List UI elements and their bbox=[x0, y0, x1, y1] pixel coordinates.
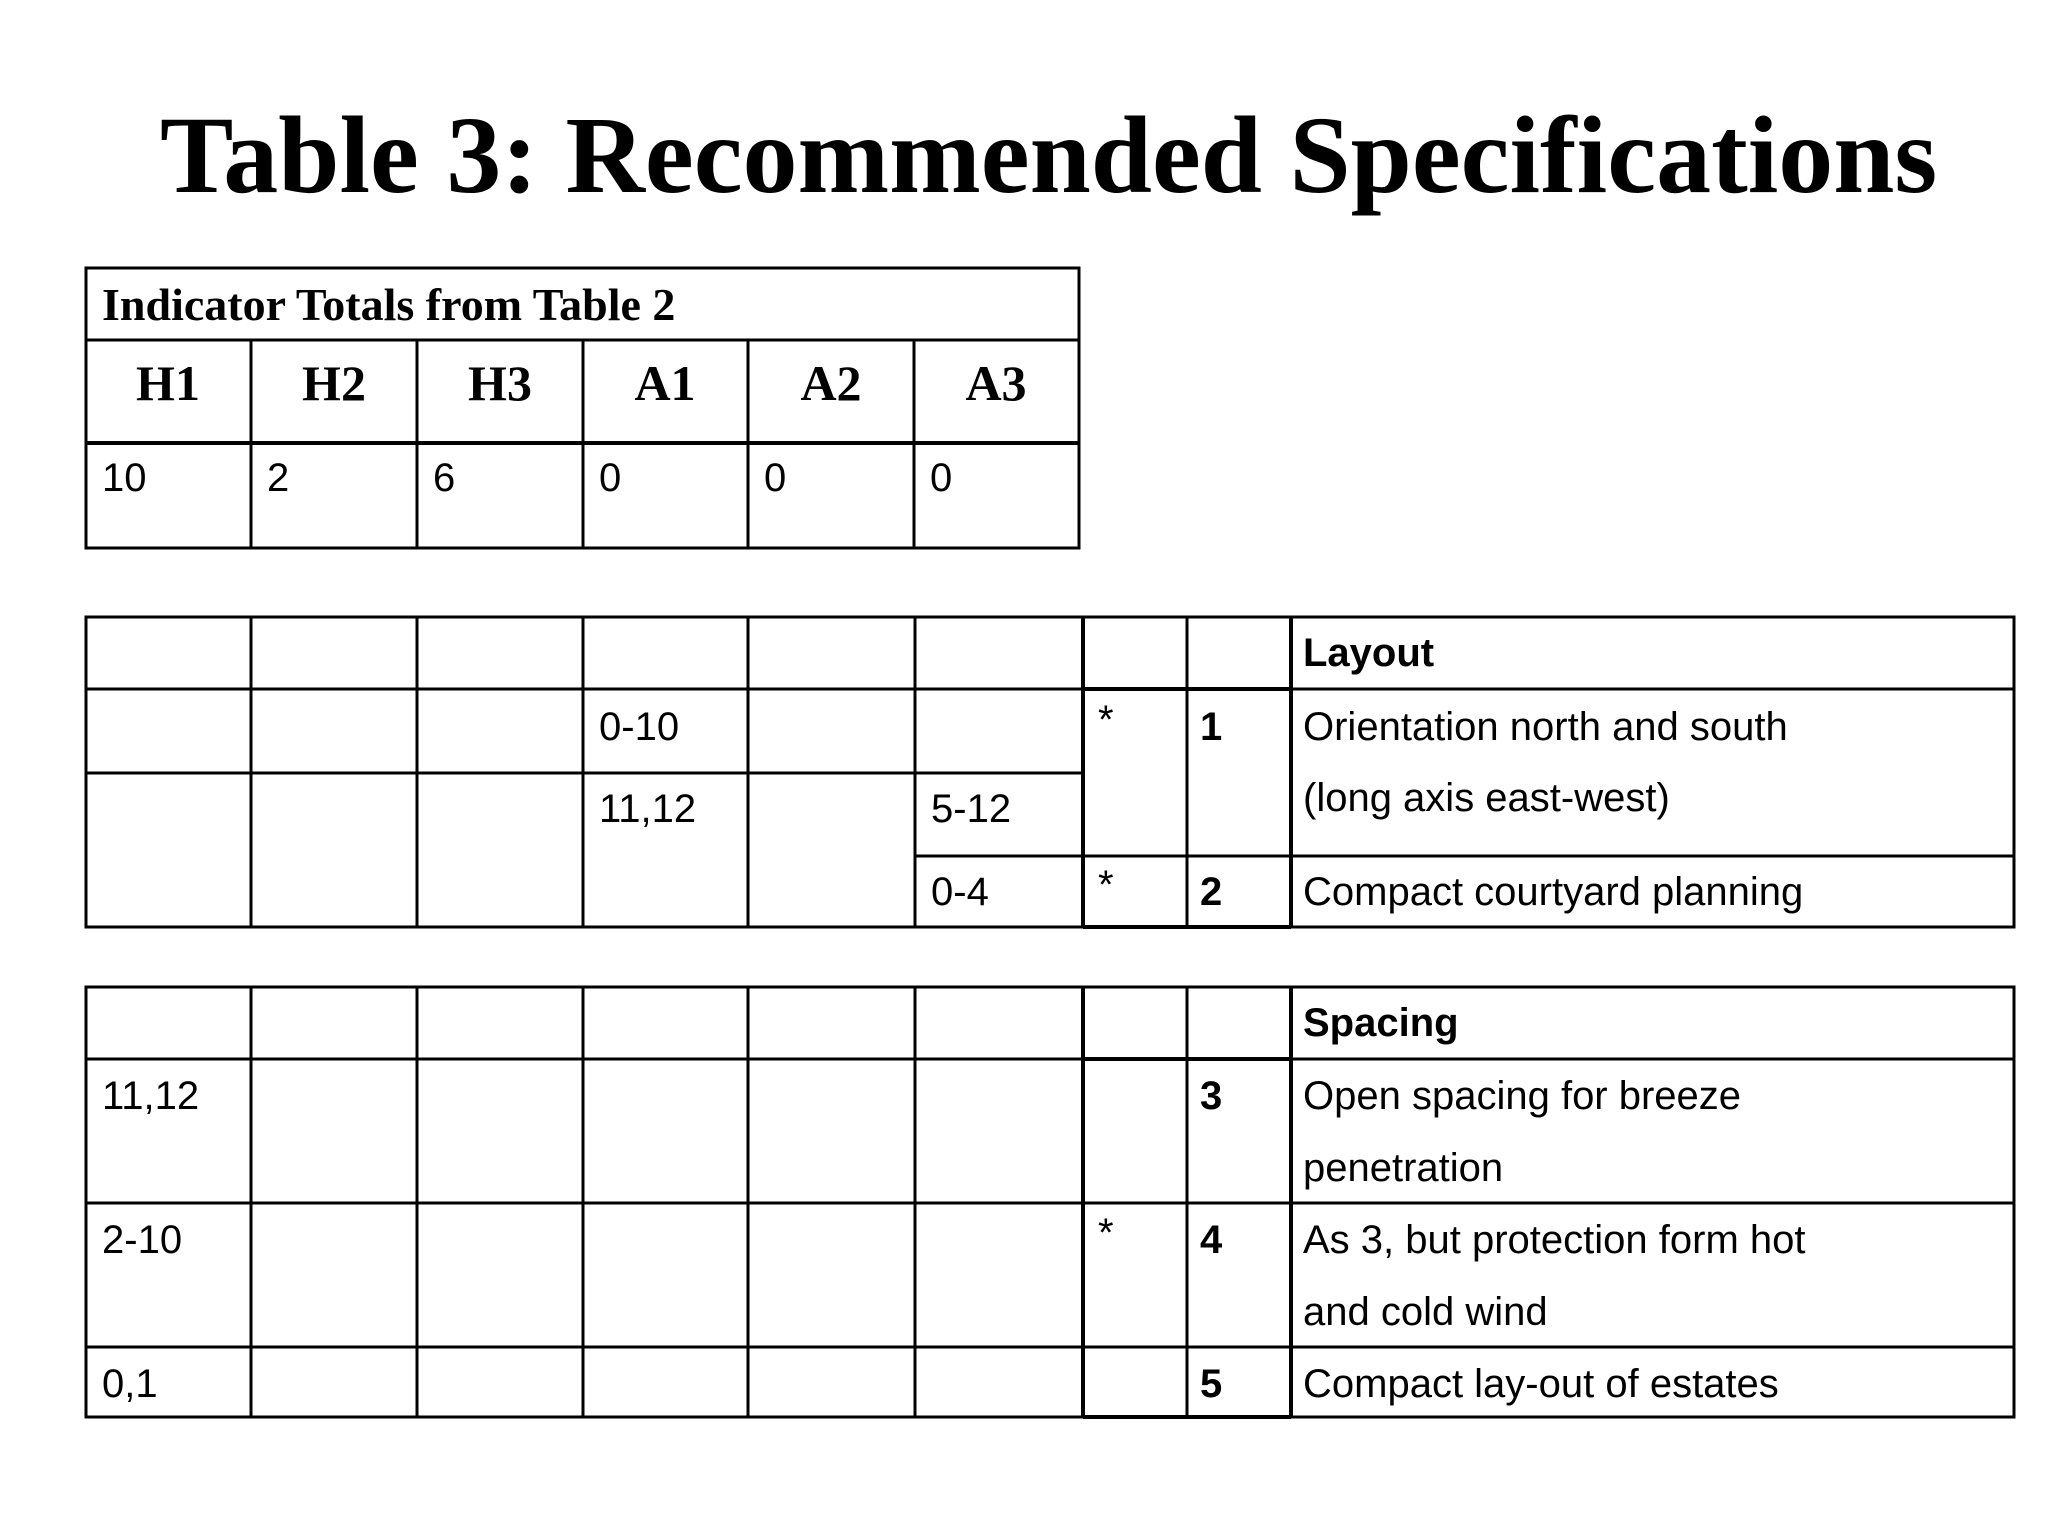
item4-text-line2: and cold wind bbox=[1303, 1290, 1548, 1334]
item4-text-line1: As 3, but protection form hot bbox=[1303, 1218, 1806, 1262]
header-h3: H3 bbox=[468, 355, 532, 411]
item2-number: 2 bbox=[1200, 870, 1223, 914]
item4-star: * bbox=[1098, 1211, 1114, 1255]
value-h2: 2 bbox=[267, 456, 290, 500]
value-h1: 10 bbox=[102, 456, 147, 500]
item5-h1-range: 0,1 bbox=[102, 1362, 158, 1406]
layout-a3-range-3: 0-4 bbox=[931, 870, 989, 914]
layout-a1-range-1: 0-10 bbox=[599, 705, 680, 749]
item2-star: * bbox=[1098, 863, 1114, 907]
item1-star: * bbox=[1098, 698, 1114, 742]
item3-h1-range: 11,12 bbox=[102, 1074, 200, 1118]
layout-heading: Layout bbox=[1303, 631, 1435, 675]
header-a3: A3 bbox=[965, 355, 1027, 411]
value-a1: 0 bbox=[599, 456, 622, 500]
item2-text: Compact courtyard planning bbox=[1303, 870, 1804, 914]
value-h3: 6 bbox=[433, 456, 456, 500]
item1-text-line2: (long axis east-west) bbox=[1303, 776, 1670, 820]
item3-number: 3 bbox=[1200, 1074, 1223, 1118]
page-title: Table 3: Recommended Specifications bbox=[160, 94, 1938, 216]
item4-number: 4 bbox=[1200, 1218, 1223, 1262]
header-a2: A2 bbox=[800, 355, 862, 411]
value-a3: 0 bbox=[930, 456, 953, 500]
item3-text-line1: Open spacing for breeze bbox=[1303, 1074, 1742, 1118]
spacing-heading: Spacing bbox=[1303, 1001, 1459, 1045]
value-a2: 0 bbox=[764, 456, 787, 500]
item3-text-line2: penetration bbox=[1303, 1146, 1504, 1190]
header-h2: H2 bbox=[302, 355, 366, 411]
layout-a3-range-2: 5-12 bbox=[931, 787, 1012, 831]
spacing-table bbox=[86, 987, 2014, 1417]
header-h1: H1 bbox=[136, 355, 200, 411]
layout-a1-range-2: 11,12 bbox=[599, 787, 697, 831]
item1-text-line1: Orientation north and south bbox=[1303, 705, 1788, 749]
indicator-caption: Indicator Totals from Table 2 bbox=[102, 279, 676, 330]
item4-h1-range: 2-10 bbox=[102, 1218, 183, 1262]
header-a1: A1 bbox=[634, 355, 696, 411]
item1-number: 1 bbox=[1200, 705, 1223, 749]
item5-number: 5 bbox=[1200, 1362, 1223, 1406]
item5-text: Compact lay-out of estates bbox=[1303, 1362, 1779, 1406]
